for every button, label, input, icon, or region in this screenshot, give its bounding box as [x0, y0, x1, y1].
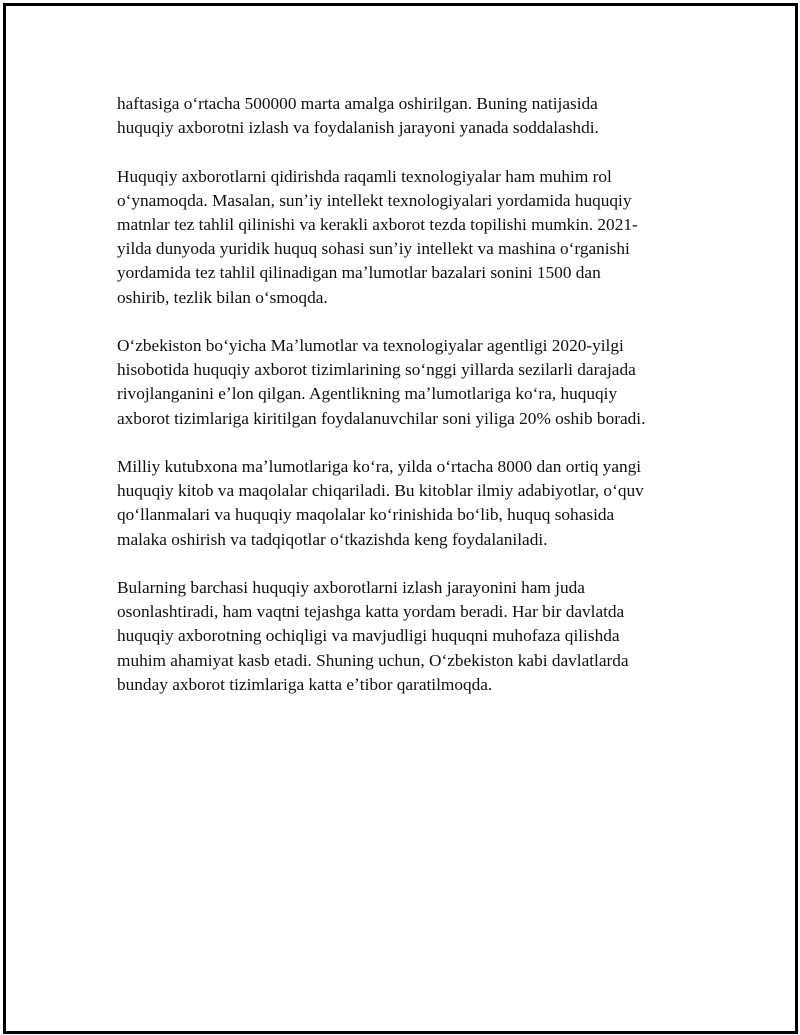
paragraph-line: qoʻllanmalari va huquqiy maqolalar koʻrinishida boʻlib, huquq sohasida: [117, 505, 615, 525]
paragraph-line: huquqiy axborotning ochiqligi va mavjudligi huquqni muhofaza qilishda: [117, 626, 620, 646]
paragraph-4: [117, 455, 697, 552]
paragraph-line: muhim ahamiyat kasb etadi. Shuning uchun, Oʻzbekiston kabi davlatlarda: [117, 650, 629, 670]
paragraph-2: [117, 165, 697, 310]
paragraph-line: huquqiy axborotni izlash va foydalanish jarayoni yanada soddalashdi.: [117, 118, 599, 138]
paragraph-3: [117, 334, 697, 431]
document-body: [117, 92, 697, 721]
paragraph-line: yordamida tez tahlil qilinadigan maʼlumotlar bazalari sonini 1500 dan: [117, 263, 601, 283]
paragraph-line: haftasiga oʻrtacha 500000 marta amalga oshirilgan. Buning natijasida: [117, 94, 598, 113]
paragraph-line: rivojlanganini eʼlon qilgan. Agentlikning maʼlumotlariga koʻra, huquqiy: [117, 384, 618, 404]
paragraph-line: malaka oshirish va tadqiqotlar oʻtkazishda keng foydalaniladi.: [117, 529, 548, 549]
paragraph-line: huquqiy kitob va maqolalar chiqariladi. Bu kitoblar ilmiy adabiyotlar, oʻquv: [117, 481, 644, 501]
paragraph-line: hisobotida huquqiy axborot tizimlarining soʻnggi yillarda sezilarli darajada: [117, 360, 636, 380]
paragraph-line: Bularning barchasi huquqiy axborotlarni izlash jarayonini ham juda: [117, 578, 585, 597]
paragraph-1: [117, 92, 697, 140]
paragraph-line: Huquqiy axborotlarni qidirishda raqamli texnologiyalar ham muhim rol: [117, 166, 612, 186]
paragraph-line: oʻynamoqda. Masalan, sunʼiy intellekt texnologiyalari yordamida huquqiy: [117, 190, 632, 210]
paragraph-line: yilda dunyoda yuridik huquq sohasi sunʼiy intellekt va mashina oʻrganishi: [117, 239, 630, 259]
paragraph-line: oshirib, tezlik bilan oʻsmoqda.: [117, 287, 328, 307]
paragraph-line: matnlar tez tahlil qilinishi va kerakli axborot tezda topilishi mumkin. 2021-: [117, 215, 638, 234]
paragraph-line: axborot tizimlariga kiritilgan foydalanuvchilar soni yiliga 20% oshib boradi.: [117, 408, 646, 428]
paragraph-line: bunday axborot tizimlariga katta eʼtibor qaratilmoqda.: [117, 674, 493, 694]
paragraph-line: Milliy kutubxona maʼlumotlariga koʻra, yilda oʻrtacha 8000 dan ortiq yangi: [117, 457, 642, 476]
paragraph-line: osonlashtiradi, ham vaqtni tejashga katta yordam beradi. Har bir davlatda: [117, 602, 625, 622]
paragraph-5: [117, 576, 697, 697]
paragraph-line: Oʻzbekiston boʻyicha Maʼlumotlar va texnologiyalar agentligi 2020-yilgi: [117, 336, 624, 355]
